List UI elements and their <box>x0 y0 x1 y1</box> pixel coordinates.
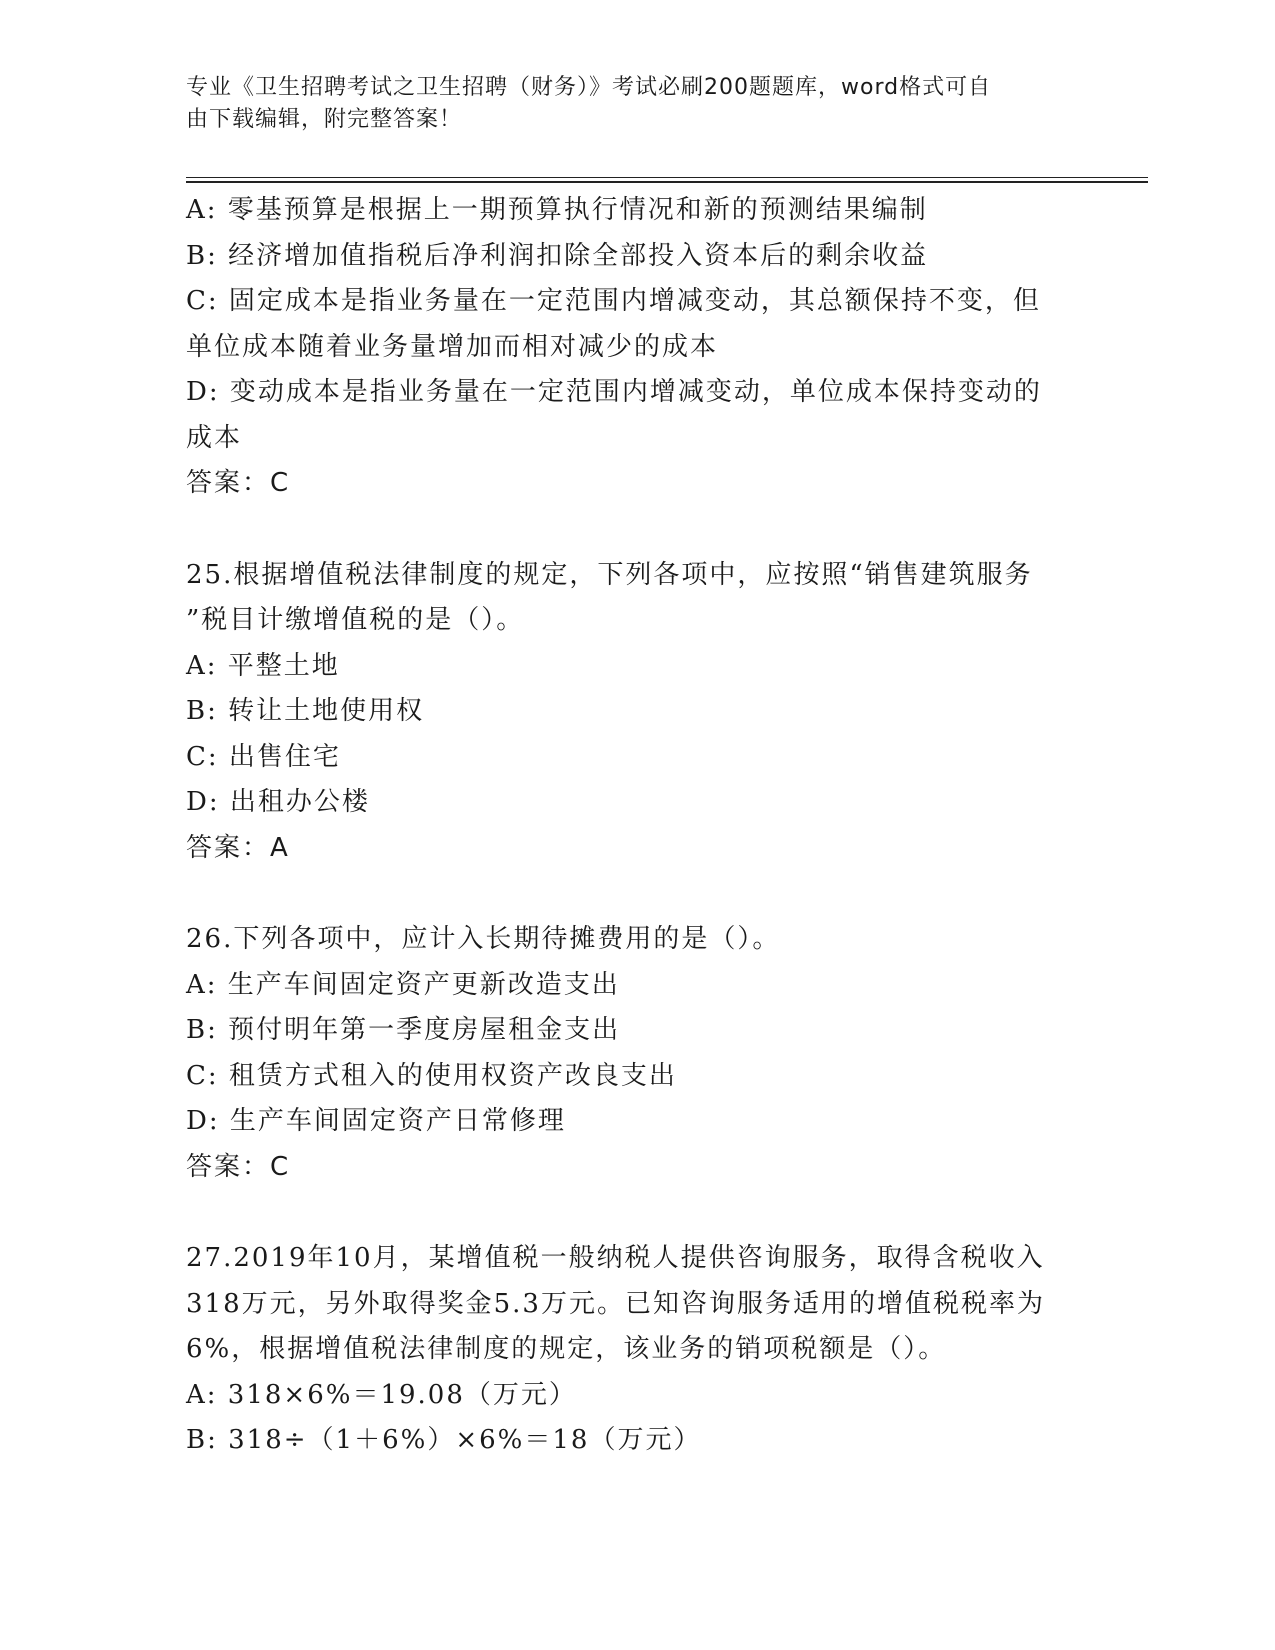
header-divider-thin <box>186 177 1148 178</box>
option-b: B: 预付明年第一季度房屋租金支出 <box>186 1015 621 1045</box>
header-line-2: 由下载编辑，附完整答案！ <box>186 107 463 132</box>
question-text: 25.根据增值税法律制度的规定，下列各项中，应按照“销售建筑服务 <box>186 559 1033 590</box>
question-27 <box>186 1236 1086 1464</box>
option-a: A: 生产车间固定资产更新改造支出 <box>186 969 620 1000</box>
option-a: A: 318×6%＝19.08（万元） <box>186 1379 577 1410</box>
option-d: D: 变动成本是指业务量在一定范围内增减变动，单位成本保持变动的 <box>186 377 1042 407</box>
option-c: C: 出售住宅 <box>186 741 341 772</box>
answer: 答案：C <box>186 1151 291 1182</box>
question-text: 27.2019年10月，某增值税一般纳税人提供咨询服务，取得含税收入 <box>186 1243 1045 1273</box>
question-text-continued-2: 6%，根据增值税法律制度的规定，该业务的销项税额是（）。 <box>186 1334 947 1364</box>
option-b: B: 转让土地使用权 <box>186 696 425 726</box>
question-24-options <box>186 188 1086 507</box>
question-text: 26.下列各项中，应计入长期待摊费用的是（）。 <box>186 924 781 954</box>
option-c-continued: 单位成本随着业务量增加而相对减少的成本 <box>186 331 719 362</box>
question-text-continued: ”税目计缴增值税的是（）。 <box>186 605 525 635</box>
option-c: C: 固定成本是指业务量在一定范围内增减变动，其总额保持不变，但 <box>186 286 1041 316</box>
option-d-continued: 成本 <box>186 422 243 453</box>
header-line-1: 专业《卫生招聘考试之卫生招聘（财务）》考试必刷200题题库，word格式可自 <box>186 75 992 100</box>
document-header <box>186 72 1086 136</box>
question-26 <box>186 917 1086 1190</box>
option-b: B: 318÷（1＋6%）×6%＝18（万元） <box>186 1425 702 1455</box>
question-25 <box>186 553 1086 872</box>
header-divider-thick <box>186 181 1148 183</box>
answer: 答案：C <box>186 468 291 498</box>
document-body <box>186 188 1086 1464</box>
answer: 答案：A <box>186 832 290 863</box>
option-d: D: 出租办公楼 <box>186 787 370 817</box>
option-d: D: 生产车间固定资产日常修理 <box>186 1106 566 1136</box>
option-a: A: 零基预算是根据上一期预算执行情况和新的预测结果编制 <box>186 195 928 225</box>
question-text-continued: 318万元，另外取得奖金5.3万元。已知咨询服务适用的增值税税率为 <box>186 1288 1045 1319</box>
option-b: B: 经济增加值指税后净利润扣除全部投入资本后的剩余收益 <box>186 240 929 271</box>
option-a: A: 平整土地 <box>186 650 340 681</box>
option-c: C: 租赁方式租入的使用权资产改良支出 <box>186 1060 677 1091</box>
